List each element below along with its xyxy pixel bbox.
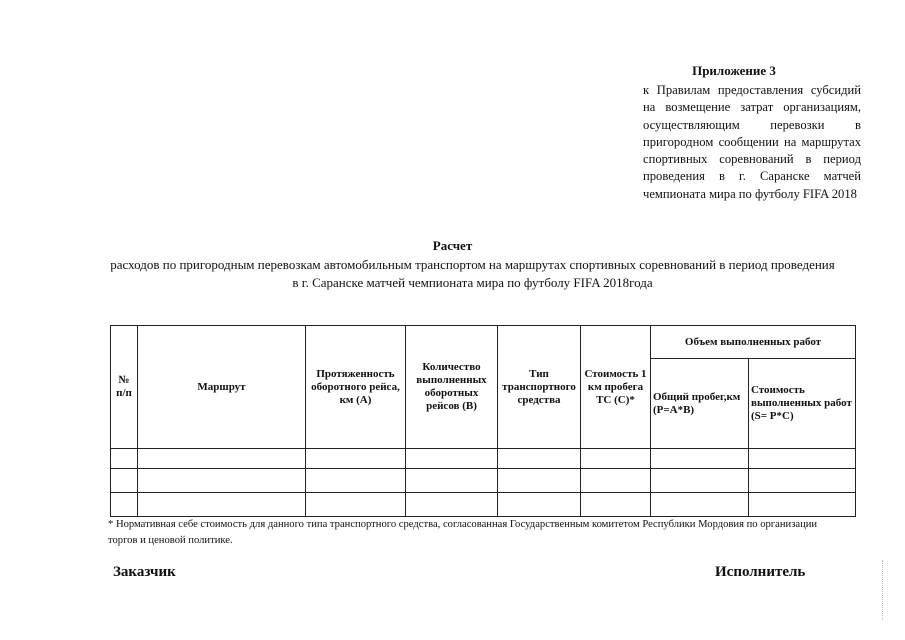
table-cell[interactable] bbox=[138, 449, 306, 469]
header-cost-per-km: Стоимость 1 км пробега ТС (С)* bbox=[581, 326, 651, 449]
table-cell[interactable] bbox=[498, 493, 581, 517]
table-cell[interactable] bbox=[749, 449, 856, 469]
table-cell[interactable] bbox=[406, 493, 498, 517]
table-cell[interactable] bbox=[111, 469, 138, 493]
appendix-text: к Правилам предоставления субсидий на возмещение затрат организациям, осуществляющим перевозки в пригородном сообщении на маршрутах спортивных соревнований в период проведения в г. Саранске матчей чемпионата мира по футболу FIFA 2018 bbox=[643, 83, 861, 201]
table-cell[interactable] bbox=[406, 469, 498, 493]
table-cell[interactable] bbox=[581, 469, 651, 493]
table-cell[interactable] bbox=[306, 449, 406, 469]
table-cell[interactable] bbox=[651, 493, 749, 517]
header-num: № п/п bbox=[111, 326, 138, 449]
appendix-title: Приложение 3 bbox=[692, 63, 776, 78]
table-cell[interactable] bbox=[138, 493, 306, 517]
table-row bbox=[111, 493, 856, 517]
table-row bbox=[111, 449, 856, 469]
table-cell[interactable] bbox=[406, 449, 498, 469]
calculation-table bbox=[110, 325, 856, 517]
table-row bbox=[111, 469, 856, 493]
header-work-cost: Стоимость выполненных работ (S= Р*С) bbox=[749, 359, 856, 449]
table-cell[interactable] bbox=[581, 449, 651, 469]
signature-contractor: Исполнитель bbox=[715, 564, 806, 580]
table-cell[interactable] bbox=[749, 493, 856, 517]
table-cell[interactable] bbox=[138, 469, 306, 493]
header-route: Маршрут bbox=[138, 326, 306, 449]
table-cell[interactable] bbox=[306, 493, 406, 517]
document-title: Расчет bbox=[432, 238, 473, 253]
table-cell[interactable] bbox=[498, 449, 581, 469]
table-header-row bbox=[111, 326, 856, 359]
table-cell[interactable] bbox=[581, 493, 651, 517]
table-cell[interactable] bbox=[749, 469, 856, 493]
table-cell[interactable] bbox=[651, 449, 749, 469]
table-cell[interactable] bbox=[498, 469, 581, 493]
header-volume-group: Объем выполненных работ bbox=[651, 326, 856, 359]
scan-margin-marks bbox=[882, 560, 891, 620]
table-cell[interactable] bbox=[111, 493, 138, 517]
table-cell[interactable] bbox=[111, 449, 138, 469]
table-cell[interactable] bbox=[651, 469, 749, 493]
header-length: Протяженность оборотного рейса, км (А) bbox=[306, 326, 406, 449]
header-trips: Количество выполненных оборотных рейсов (В) bbox=[406, 326, 498, 449]
table-cell[interactable] bbox=[306, 469, 406, 493]
footnote: * Нормативная себе стоимость для данного типа транспортного средства, согласованная Государственным комитетом Республики Мордовия по организации торгов и ценовой политике. bbox=[108, 519, 818, 546]
document-subtitle: расходов по пригородным перевозкам автомобильным транспортом на маршрутах спортивных соревнований в период проведения в г. Саранске матчей чемпионата мира по футболу FIFA 2018года bbox=[110, 257, 835, 290]
header-vehicle: Тип транспортного средства bbox=[498, 326, 581, 449]
header-total-mileage: Общий пробег,км (Р=А*В) bbox=[651, 359, 749, 449]
signature-customer: Заказчик bbox=[113, 564, 176, 580]
